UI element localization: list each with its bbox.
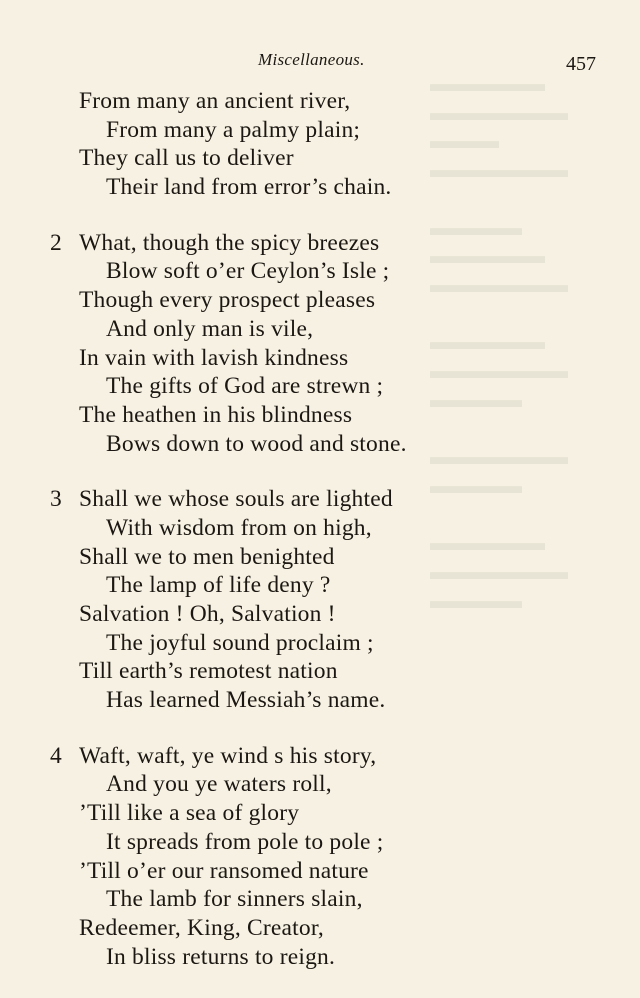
verse-line: What, though the spicy breezes <box>79 229 380 256</box>
stanza-3 <box>0 485 640 715</box>
verse-line: ’Till o’er our ransomed nature <box>79 857 369 884</box>
verse-line: The lamb for sinners slain, <box>106 886 363 913</box>
verse-line: And only man is vile, <box>106 315 314 342</box>
running-head: Miscellaneous. <box>258 50 365 69</box>
verse-line: Their land from error’s chain. <box>106 174 392 201</box>
stanza-number: 2 <box>50 229 62 256</box>
verse-line: From many a palmy plain; <box>106 116 361 143</box>
verse-line: Till earth’s remotest nation <box>79 658 338 685</box>
verse-line: Shall we to men benighted <box>79 543 335 570</box>
verse-line: Waft, waft, ye wind s his story, <box>79 742 377 769</box>
verse-line: Bows down to wood and stone. <box>106 430 407 457</box>
stanza-number: 4 <box>50 742 62 769</box>
verse-line: The gifts of God are strewn ; <box>106 373 384 400</box>
verse-line: It spreads from pole to pole ; <box>106 828 384 855</box>
stanza-1 <box>0 87 640 202</box>
verse-line: Blow soft o’er Ceylon’s Isle ; <box>106 258 390 285</box>
verse-line: Salvation ! Oh, Salvation ! <box>79 601 336 627</box>
verse-line: ’Till like a sea of glory <box>79 800 300 827</box>
verse-line: And you ye waters roll, <box>106 771 332 798</box>
hymn-text <box>0 87 640 998</box>
verse-line: In vain with lavish kindness <box>79 344 349 371</box>
verse-line: From many an ancient river, <box>79 88 351 114</box>
verse-line: Redeemer, King, Creator, <box>79 914 325 941</box>
verse-line: Though every prospect pleases <box>79 287 376 314</box>
verse-line: In bliss returns to reign. <box>106 943 336 970</box>
show-through-texture: ▬▬▬▬▬ ▬▬▬▬▬▬ ▬▬▬ ▬▬▬▬▬▬ ▬▬▬▬ ▬▬▬▬▬ ▬▬▬▬▬▬ ▬▬▬▬▬ ▬▬▬▬▬▬ ▬▬▬▬ ▬▬▬▬▬▬ ▬▬▬▬ ▬▬▬▬▬ ▬▬▬▬▬▬ ▬▬▬▬ <box>430 71 568 613</box>
stanza-number: 3 <box>50 486 62 513</box>
verse-line: The joyful sound proclaim ; <box>106 629 374 656</box>
stanza-4 <box>0 742 640 972</box>
stanza-2 <box>0 229 640 459</box>
verse-line: The lamp of life deny ? <box>106 572 331 599</box>
verse-line: Shall we whose souls are lighted <box>79 486 393 513</box>
verse-line: With wisdom from on high, <box>106 514 372 541</box>
page-number: 457 <box>566 53 596 75</box>
verse-line: They call us to deliver <box>79 145 294 172</box>
verse-line: The heathen in his blindness <box>79 401 353 428</box>
verse-line: Has learned Messiah’s name. <box>106 687 386 714</box>
